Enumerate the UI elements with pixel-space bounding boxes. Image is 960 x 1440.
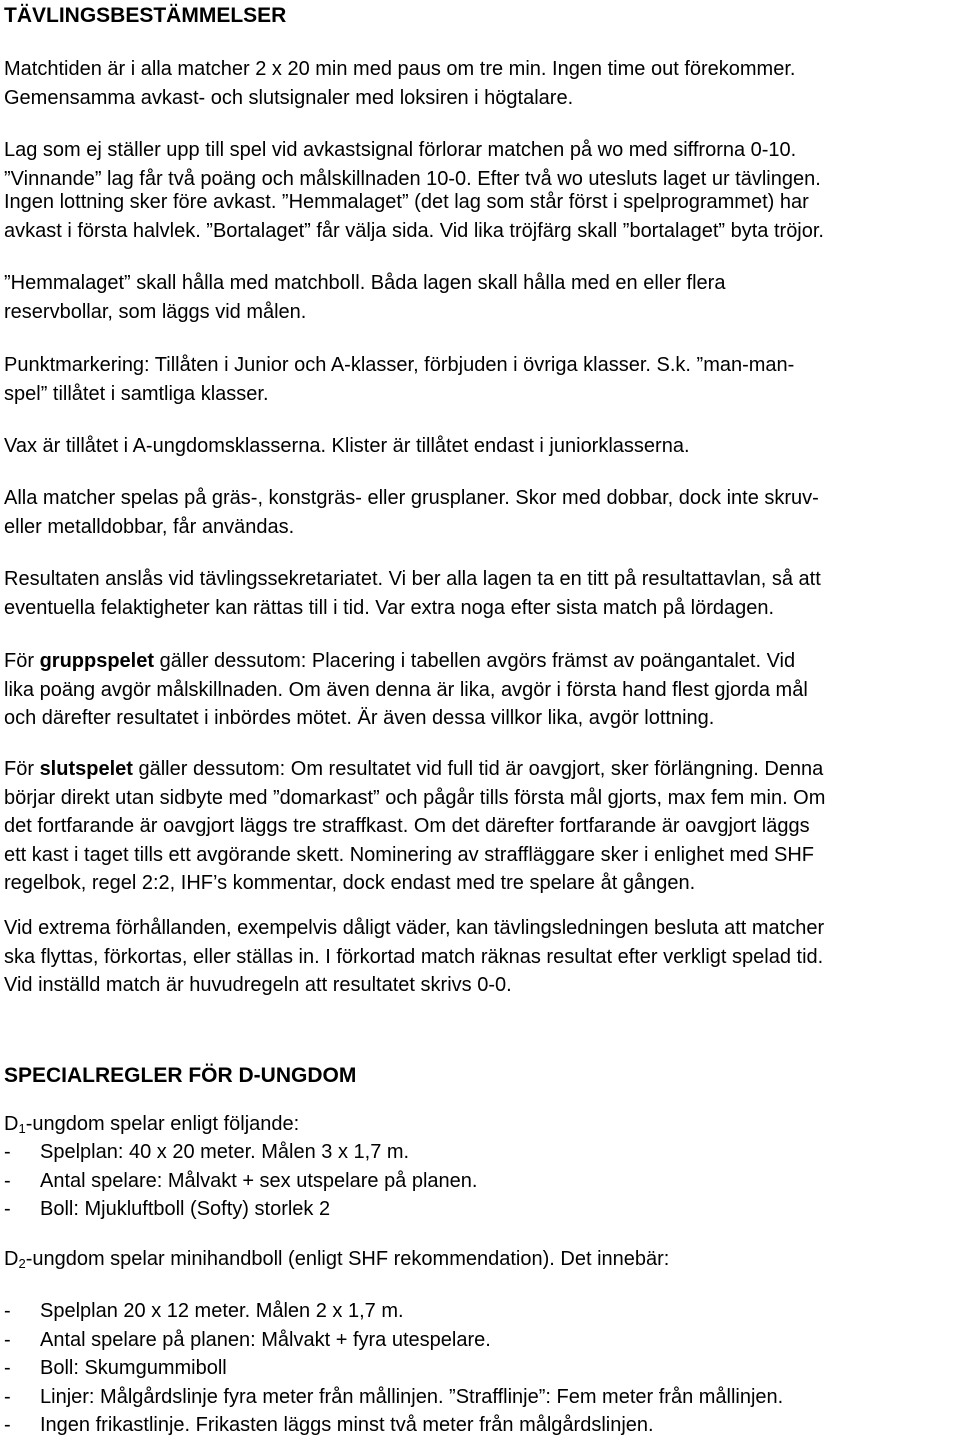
text-line: ”Hemmalaget” skall hålla med matchboll. Båda lagen skall hålla med en eller flera: [4, 272, 726, 294]
dash-marker: -: [4, 1414, 11, 1436]
bold-term-slutspelet: slutspelet: [39, 758, 133, 780]
paragraph-results: [4, 565, 952, 622]
list-item-text: Boll: Mjukluftboll (Softy) storlek 2: [40, 1198, 331, 1220]
list-item-text: Ingen frikastlinje. Frikasten läggs minst två meter från målgårdslinjen.: [40, 1414, 654, 1436]
dash-marker: -: [4, 1141, 11, 1163]
text-line: Ingen lottning sker före avkast. ”Hemmalaget” (det lag som står först i spelprogrammet) har: [4, 191, 809, 213]
paragraph-playoffs: [4, 755, 952, 898]
text-line: Vax är tillåtet i A-ungdomsklasserna. Klister är tillåtet endast i juniorklasserna.: [4, 435, 690, 457]
text-line: [4, 1110, 952, 1139]
list-item-text: Linjer: Målgårdslinje fyra meter från mållinjen. ”Strafflinje”: Fem meter från mållinjen.: [40, 1385, 784, 1408]
list-item: [4, 1297, 952, 1326]
text-line: lika poäng avgör målskillnaden. Om även denna är lika, avgör i första hand flest gjorda mål: [4, 678, 808, 701]
text-line: avkast i första halvlek. ”Bortalaget” får välja sida. Vid lika tröjfärg skall ”bortalaget” byta tröjor.: [4, 219, 824, 242]
text-line: ska flyttas, förkortas, eller ställas in. I förkortad match räknas resultat efter verkligt spelad tid.: [4, 945, 824, 968]
list-item-text: Boll: Skumgummiboll: [40, 1357, 227, 1379]
text-line: och därefter resultatet i inbördes mötet. Är även dessa villkor lika, avgör lottning.: [4, 707, 715, 729]
d1-text: -ungdom spelar enligt följande:: [25, 1113, 300, 1135]
text-line: det fortfarande är oavgjort läggs tre straffkast. Om det därefter fortfarande är oavgjort läggs: [4, 815, 810, 837]
dash-marker: -: [4, 1169, 11, 1192]
dash-marker: -: [4, 1357, 11, 1379]
list-item: [4, 1411, 952, 1440]
text-line: Matchtiden är i alla matcher 2 x 20 min med paus om tre min. Ingen time out förekommer.: [4, 58, 796, 80]
d2-text: -ungdom spelar minihandboll (enligt SHF rekommendation). Det innebär:: [25, 1248, 670, 1270]
d1-rules-list: [4, 1138, 952, 1224]
text-line: ”Vinnande” lag får två poäng och målskillnaden 10-0. Efter två wo utesluts laget ur tävlingen.: [4, 167, 821, 190]
dash-marker: -: [4, 1385, 11, 1408]
dash-marker: -: [4, 1300, 11, 1322]
text-line: Vid extrema förhållanden, exempelvis dåligt väder, kan tävlingsledningen besluta att matcher: [4, 917, 825, 939]
dash-marker: -: [4, 1328, 11, 1351]
d2-rules-list: [4, 1297, 952, 1440]
paragraph-wax: [4, 432, 952, 461]
paragraph-match-ball: [4, 269, 952, 326]
text-prefix: För: [4, 758, 40, 780]
text-rest: gäller dessutom: Placering i tabellen avgörs främst av poängantalet. Vid: [154, 650, 796, 672]
heading-tavlingsbestammelser: TÄVLINGSBESTÄMMELSER: [4, 4, 287, 27]
text-line: spel” tillåtet i samtliga klasser.: [4, 382, 269, 405]
text-line: Gemensamma avkast- och slutsignaler med loksiren i högtalare.: [4, 86, 574, 109]
bold-term-gruppspelet: gruppspelet: [39, 650, 155, 672]
text-line: börjar direkt utan sidbyte med ”domarkast” och pågår tills första mål gjorts, max fem min. Om: [4, 786, 826, 809]
list-item: [4, 1138, 952, 1167]
text-line: Lag som ej ställer upp till spel vid avkastsignal förlorar matchen på wo med siffrorna 0-10.: [4, 139, 797, 161]
text-line: Punktmarkering: Tillåten i Junior och A-klasser, förbjuden i övriga klasser. S.k. ”man-man-: [4, 354, 795, 376]
list-item-text: Spelplan 20 x 12 meter. Målen 2 x 1,7 m.: [40, 1300, 404, 1322]
text-line: reservbollar, som läggs vid målen.: [4, 300, 307, 323]
text-line: ett kast i taget tills ett avgörande skett. Nominering av straffläggare sker i enlighet med SHF: [4, 843, 815, 866]
list-item: [4, 1195, 952, 1224]
text-line: [4, 755, 952, 784]
text-line: regelbok, regel 2:2, IHF’s kommentar, dock endast med tre spelare åt gången.: [4, 872, 696, 894]
paragraph-match-time: [4, 55, 952, 112]
list-item-text: Antal spelare på planen: Målvakt + fyra utespelare.: [40, 1328, 491, 1351]
text-line: Resultaten anslås vid tävlingssekretariatet. Vi ber alla lagen ta en titt på resultattavlan, så att: [4, 568, 821, 590]
dash-marker: -: [4, 1198, 11, 1220]
paragraph-extreme-conditions: [4, 914, 952, 1000]
text-line: [4, 647, 952, 676]
list-item: [4, 1354, 952, 1383]
heading-specialregler: SPECIALREGLER FÖR D-UNGDOM: [4, 1064, 357, 1087]
list-item: [4, 1167, 952, 1196]
text-line: Vid inställd match är huvudregeln att resultatet skrivs 0-0.: [4, 974, 512, 996]
list-item-text: Antal spelare: Målvakt + sex utspelare på planen.: [40, 1169, 478, 1192]
paragraph-d2-intro: [4, 1245, 952, 1274]
paragraph-surfaces: [4, 484, 952, 541]
text-prefix: För: [4, 650, 40, 672]
list-item: [4, 1383, 952, 1412]
d1-letter: D: [4, 1113, 19, 1135]
list-item-text: Spelplan: 40 x 20 meter. Målen 3 x 1,7 m.: [40, 1141, 410, 1163]
paragraph-d1-intro: [4, 1110, 952, 1139]
text-line: [4, 1245, 952, 1274]
text-line: Alla matcher spelas på gräs-, konstgräs- eller grusplaner. Skor med dobbar, dock inte skruv-: [4, 487, 819, 509]
text-line: eller metalldobbar, får användas.: [4, 515, 295, 538]
paragraph-group-play: [4, 647, 952, 733]
list-item: [4, 1326, 952, 1355]
text-line: eventuella felaktigheter kan rättas till i tid. Var extra noga efter sista match på lördagen.: [4, 596, 775, 619]
text-rest: gäller dessutom: Om resultatet vid full tid är oavgjort, sker förlängning. Denna: [132, 758, 824, 780]
paragraph-marking: [4, 351, 952, 408]
d2-letter: D: [4, 1248, 19, 1270]
paragraph-walkover: [4, 136, 952, 193]
paragraph-kickoff: [4, 188, 952, 245]
d1-subscript: 1: [18, 1121, 26, 1136]
d2-subscript: 2: [18, 1256, 26, 1271]
